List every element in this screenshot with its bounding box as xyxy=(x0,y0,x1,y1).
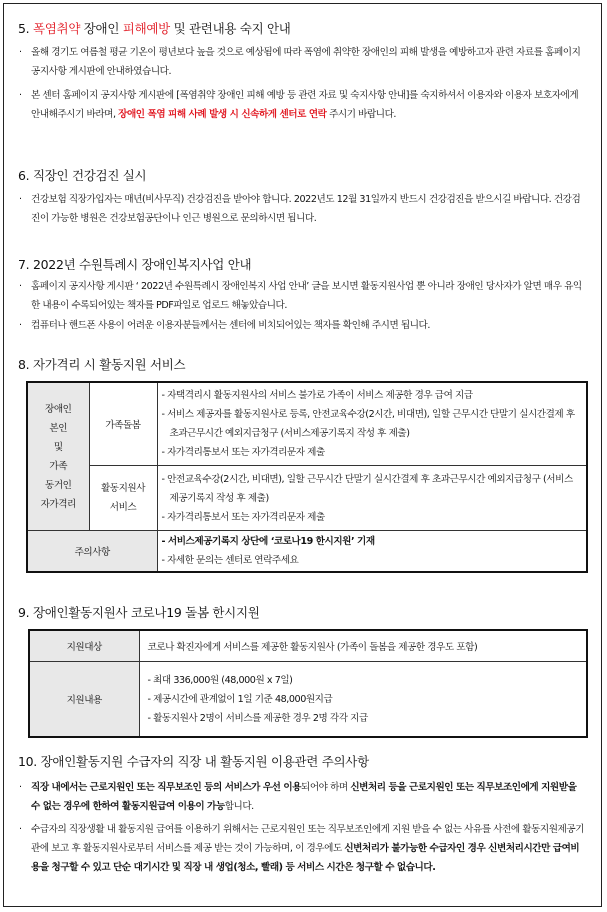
list-item: - 활동지원사 2명이 서비스를 제공한 경우 2명 각각 지급 xyxy=(147,712,368,724)
section-7-title: 7. 2022년 수원특례시 장애인복지사업 안내 xyxy=(18,257,252,272)
helper-service-label: 활동지원사 서비스 xyxy=(89,466,157,531)
section-7-paragraph-1: · 홈페이지 공지사항 게시판 ‘ 2022년 수원특례시 장애인복지 사업 안내’ 글을 보시면 활동지원사업 뿐 아니라 장애인 당사자가 알면 매우 유익한 내용이 수록되어있는 책자를 PDF파일로 업로드 해놓았습니다. xyxy=(19,281,582,311)
notice-label: 주의사항 xyxy=(27,531,157,573)
section-7-paragraph-2: · 컴퓨터나 핸드폰 사용이 어려운 이용자분들께서는 센터에 비치되어있는 책자를 확인해 주시면 됩니다. xyxy=(19,320,430,331)
list-item: - 자가격리통보서 또는 자가격리문자 제출 xyxy=(161,447,325,458)
family-care-label: 가족돌봄 xyxy=(89,382,157,466)
list-item: - 자세한 문의는 센터로 연락주세요 xyxy=(161,555,299,566)
section-6-title: 6. 직장인 건강검진 실시 xyxy=(18,168,147,183)
section-10-paragraph-2: · 수급자의 직장생활 내 활동지원 급여를 이용하기 위해서는 근로지원인 또는 직무보조인에게 지원 받을 수 없는 사유를 사전에 활동지원제공기관에 보고 후 활동지원사로부터 서비스를 제공 받는 것이 가능하며, 이 경우에도 신변처리가 불가능한 수급자인 경우 신변처리시간만 급여비용을 청구할 수 있고 단순 대기시간 및 직장 내 생업(청소, 빨래) 등 서비스 시간은 청구할 수 없습니다. xyxy=(19,824,585,873)
helper-service-items xyxy=(157,466,587,531)
section-5-paragraph-1: · 올해 경기도 여름철 평균 기온이 평년보다 높을 것으로 예상됨에 따라 폭염에 취약한 장애인의 피해 발생을 예방하고자 관련 자료를 홈페이지 공지사항 게시판에 안내하였습니다. xyxy=(19,47,581,77)
target-value: 코로나 확진자에게 서비스를 제공한 활동지원사 (가족이 돌봄을 제공한 경우도 포함) xyxy=(139,630,587,662)
list-item: - 서비스 제공자를 활동지원사로 등록, 안전교육수강(2시간, 비대면), 일할 근무시간 단말기 실시간결제 후 초과근무시간 예외지급청구 (서비스제공기록지 작성 후 제출) xyxy=(161,409,575,439)
section-10-paragraph-1: · 직장 내에서는 근로지원인 또는 직무보조인 등의 서비스가 우선 이용되어야 하며 신변처리 등을 근로지원인 또는 직무보조인에게 지원받을 수 없는 경우에 한하여 활동지원급여 이용이 가능합니다. xyxy=(19,782,577,812)
self-quarantine-table xyxy=(26,381,588,573)
covid-support-table xyxy=(28,629,588,738)
list-item: - 자택격리시 활동지원사의 서비스 불가로 가족이 서비스 제공한 경우 급여 지급 xyxy=(161,390,473,401)
family-care-items xyxy=(157,382,587,466)
section-9-title: 9. 장애인활동지원사 코로나19 돌봄 한시지원 xyxy=(18,605,260,620)
content-items xyxy=(139,662,587,738)
list-item: - 제공시간에 관계없이 1일 기준 48,000원지급 xyxy=(147,693,333,705)
target-cell: 장애인 본인 및 가족 동거인 자가격리 xyxy=(27,382,89,531)
target-label: 지원대상 xyxy=(29,630,139,662)
notice-items xyxy=(157,531,587,573)
list-item: - 자가격리통보서 또는 자가격리문자 제출 xyxy=(161,511,325,523)
list-item: - 서비스제공기록지 상단에 ‘코로나19 한시지원’ 기재 xyxy=(161,536,375,547)
section-5-paragraph-2: · 본 센터 홈페이지 공지사항 게시판에 [폭염취약 장애인 피해 예방 등 관련 자료 및 숙지사항 안내]를 숙지하셔서 이용자와 이용자 보호자에게 안내해주시기 바라며, 장애인 폭염 피해 사례 발생 시 신속하게 센터로 연락 주시기 바랍니다. xyxy=(19,90,579,120)
section-6-paragraph-1: · 건강보험 직장가입자는 매년(비사무직) 건강검진을 받아야 합니다. 2022년도 12월 31일까지 반드시 건강검진을 받으시길 바랍니다. 건강검진이 가능한 병원은 건강보험공단이나 인근 병원으로 문의하시면 됩니다. xyxy=(19,194,581,224)
section-10-title: 10. 장애인활동지원 수급자의 직장 내 활동지원 이용관련 주의사항 xyxy=(18,754,369,769)
content-label: 지원내용 xyxy=(29,662,139,738)
section-5-title: 5. 폭염취약 장애인 피해예방 및 관련내용 숙지 안내 xyxy=(18,21,291,36)
list-item: - 안전교육수강(2시간, 비대면), 일할 근무시간 단말기 실시간결제 후 초과근무시간 예외지급청구 (서비스제공기록지 작성 후 제출) xyxy=(161,473,573,504)
section-8-title: 8. 자가격리 시 활동지원 서비스 xyxy=(18,357,186,372)
list-item: - 최대 336,000원 (48,000원 x 7일) xyxy=(147,674,293,686)
